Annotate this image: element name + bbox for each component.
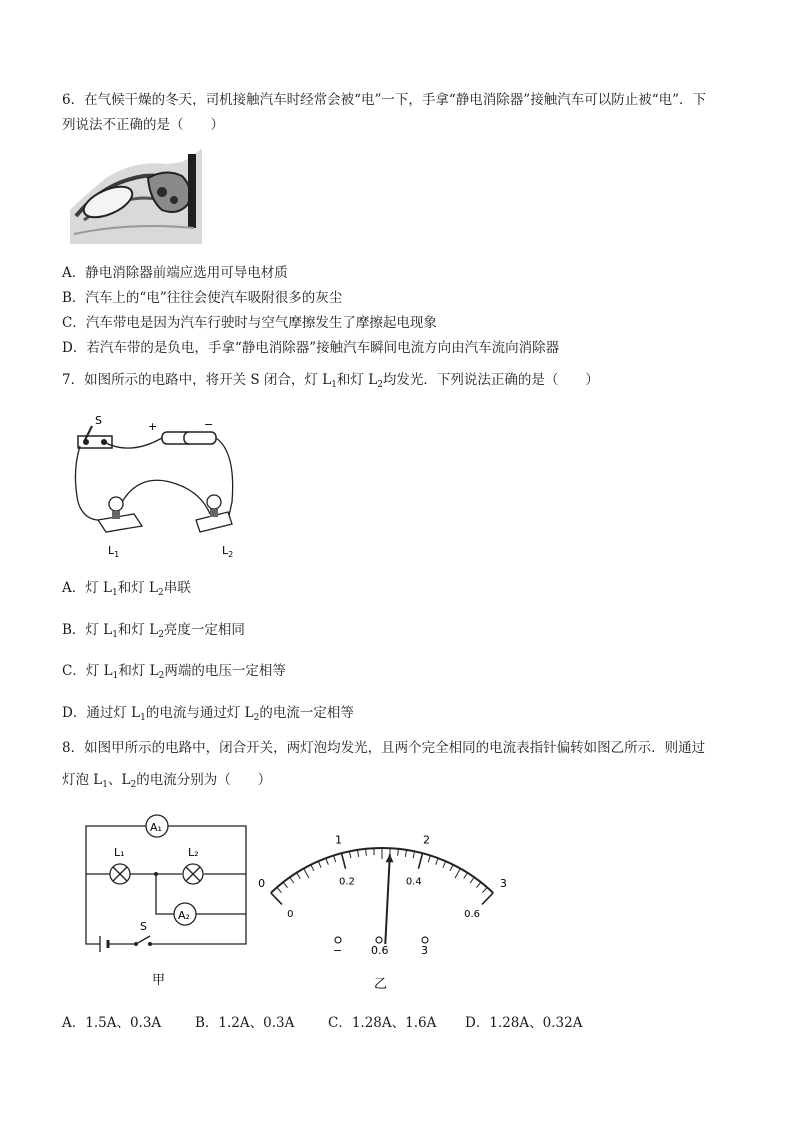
dial-tick: [443, 861, 446, 867]
figure-yi-caption: 乙: [374, 977, 388, 992]
q7-circuit-figure: [70, 412, 240, 562]
dial-tick: [450, 865, 453, 871]
q8-stem-line1: 8．如图甲所示的电路中，闭合开关，两灯泡均发光，且两个完全相同的电流表指针偏转如图乙所示．则通过: [62, 740, 706, 756]
dial-tick: [358, 850, 359, 857]
dial-tick: [464, 873, 468, 879]
dial-tick: [334, 855, 336, 862]
dial-upper-scale-label: 2: [423, 833, 431, 847]
figure-jia-caption: 甲: [152, 973, 166, 988]
ammeter-a1-label: A₁: [150, 821, 162, 834]
ammeter-a2-label: A₂: [178, 909, 190, 922]
q8-stem-line2: 灯泡 $L_1$、$L_2$的电流分别为（ ）: [62, 772, 272, 790]
dial-upper-scale-label: 3: [499, 876, 507, 890]
dial-tick: [326, 858, 328, 865]
dial-tick: [436, 858, 438, 865]
q6-stem-line1: 6．在气候干燥的冬天，司机接触汽车时经常会被“电”一下，手拿“静电消除器”接触汽车可以防止被“电”．下: [62, 92, 706, 108]
lamp-l1-label: L₁: [114, 846, 125, 859]
terminal-3[interactable]: [422, 937, 428, 943]
terminal-negative[interactable]: [335, 937, 341, 943]
q8-ammeter-dial-yi: [258, 808, 507, 994]
lamp-l2-label: L₂: [188, 846, 199, 859]
q7-option-c: C．灯 $L_1$和灯 $L_2$两端的电压一定相等: [62, 663, 286, 681]
q8-option-b: B．1.2A、0.3A: [195, 1015, 295, 1031]
q7-option-d: D．通过灯 $L_1$的电流与通过灯 $L_2$的电流一定相等: [62, 705, 354, 723]
switch-label: S: [140, 920, 147, 933]
terminal-negative-label: −: [333, 944, 343, 957]
lamp1-bulb: [109, 497, 123, 511]
q8-option-a: A．1.5A、0.3A: [62, 1015, 162, 1031]
dial-tick: [277, 887, 282, 892]
dial-tick: [297, 873, 301, 879]
q6-stem-line2: 列说法不正确的是（ ）: [62, 117, 224, 133]
dial-tick: [271, 893, 282, 905]
dial-tick: [349, 851, 350, 858]
dial-tick: [290, 877, 294, 883]
switch-label: S: [95, 414, 102, 427]
q8-option-c: C．1.28A、1.6A: [328, 1015, 437, 1031]
dial-tick: [470, 877, 474, 883]
q6-option-a: A．静电消除器前端应选用可导电材质: [62, 265, 288, 281]
dial-upper-scale-label: 1: [334, 833, 342, 847]
lamp2-label: $L_2$: [222, 544, 234, 559]
dial-lower-scale-label: 0: [287, 909, 294, 921]
battery-cell-2: [184, 432, 216, 444]
dial-tick: [418, 853, 422, 868]
dial-tick: [476, 882, 480, 888]
dial-tick: [483, 887, 488, 892]
q7-option-a: A．灯 $L_1$和灯 $L_2$串联: [62, 580, 191, 598]
dial-tick: [428, 855, 430, 862]
switch-symbol: [136, 936, 150, 944]
dial-tick: [311, 865, 314, 871]
q7-stem: 7．如图所示的电路中，将开关 S 闭合，灯 $L_1$和灯 $L_2$均发光．下列说法正确的是（ ）: [62, 372, 599, 390]
q7-option-b: B．灯 $L_1$和灯 $L_2$亮度一定相同: [62, 622, 245, 640]
battery-plus-label: +: [148, 420, 158, 433]
dial-tick: [413, 851, 414, 858]
lamp2-bulb: [207, 495, 221, 509]
dial-lower-scale-label: 0.2: [338, 876, 355, 888]
q6-option-b: B．汽车上的“电”往往会使汽车吸附很多的灰尘: [62, 290, 343, 306]
q8-circuit-figure-jia: [78, 812, 258, 992]
dial-tick: [405, 850, 406, 857]
dial-tick: [398, 849, 399, 856]
dial-tick: [341, 853, 345, 868]
meter-pointer-head: [385, 854, 393, 862]
terminal-0-6[interactable]: [376, 937, 382, 943]
dial-lower-scale-label: 0.4: [405, 876, 422, 888]
meter-pointer: [385, 854, 390, 944]
dial-scale: [271, 848, 493, 904]
dial-tick: [283, 882, 287, 888]
terminal-3-label: 3: [421, 944, 428, 957]
dial-lower-scale-label: 0.6: [464, 909, 481, 921]
dial-tick: [318, 861, 321, 867]
q8-option-d: D．1.28A、0.32A: [465, 1015, 583, 1031]
q6-option-c: C．汽车带电是因为汽车行驶时与空气摩擦发生了摩擦起电现象: [62, 315, 437, 331]
dial-tick: [366, 849, 367, 856]
lamp1-label: $L_1$: [108, 544, 120, 559]
dial-tick: [482, 893, 493, 905]
q6-option-d: D．若汽车带的是负电，手拿“静电消除器”接触汽车瞬间电流方向由汽车流向消除器: [62, 340, 560, 356]
battery-minus-label: −: [204, 418, 214, 431]
dial-tick: [455, 869, 460, 879]
dial-tick: [304, 869, 309, 879]
terminal-0-6-label: 0.6: [371, 944, 389, 957]
q6-photo-hand-with-discharger: [70, 148, 202, 244]
dial-upper-scale-label: 0: [258, 876, 266, 890]
